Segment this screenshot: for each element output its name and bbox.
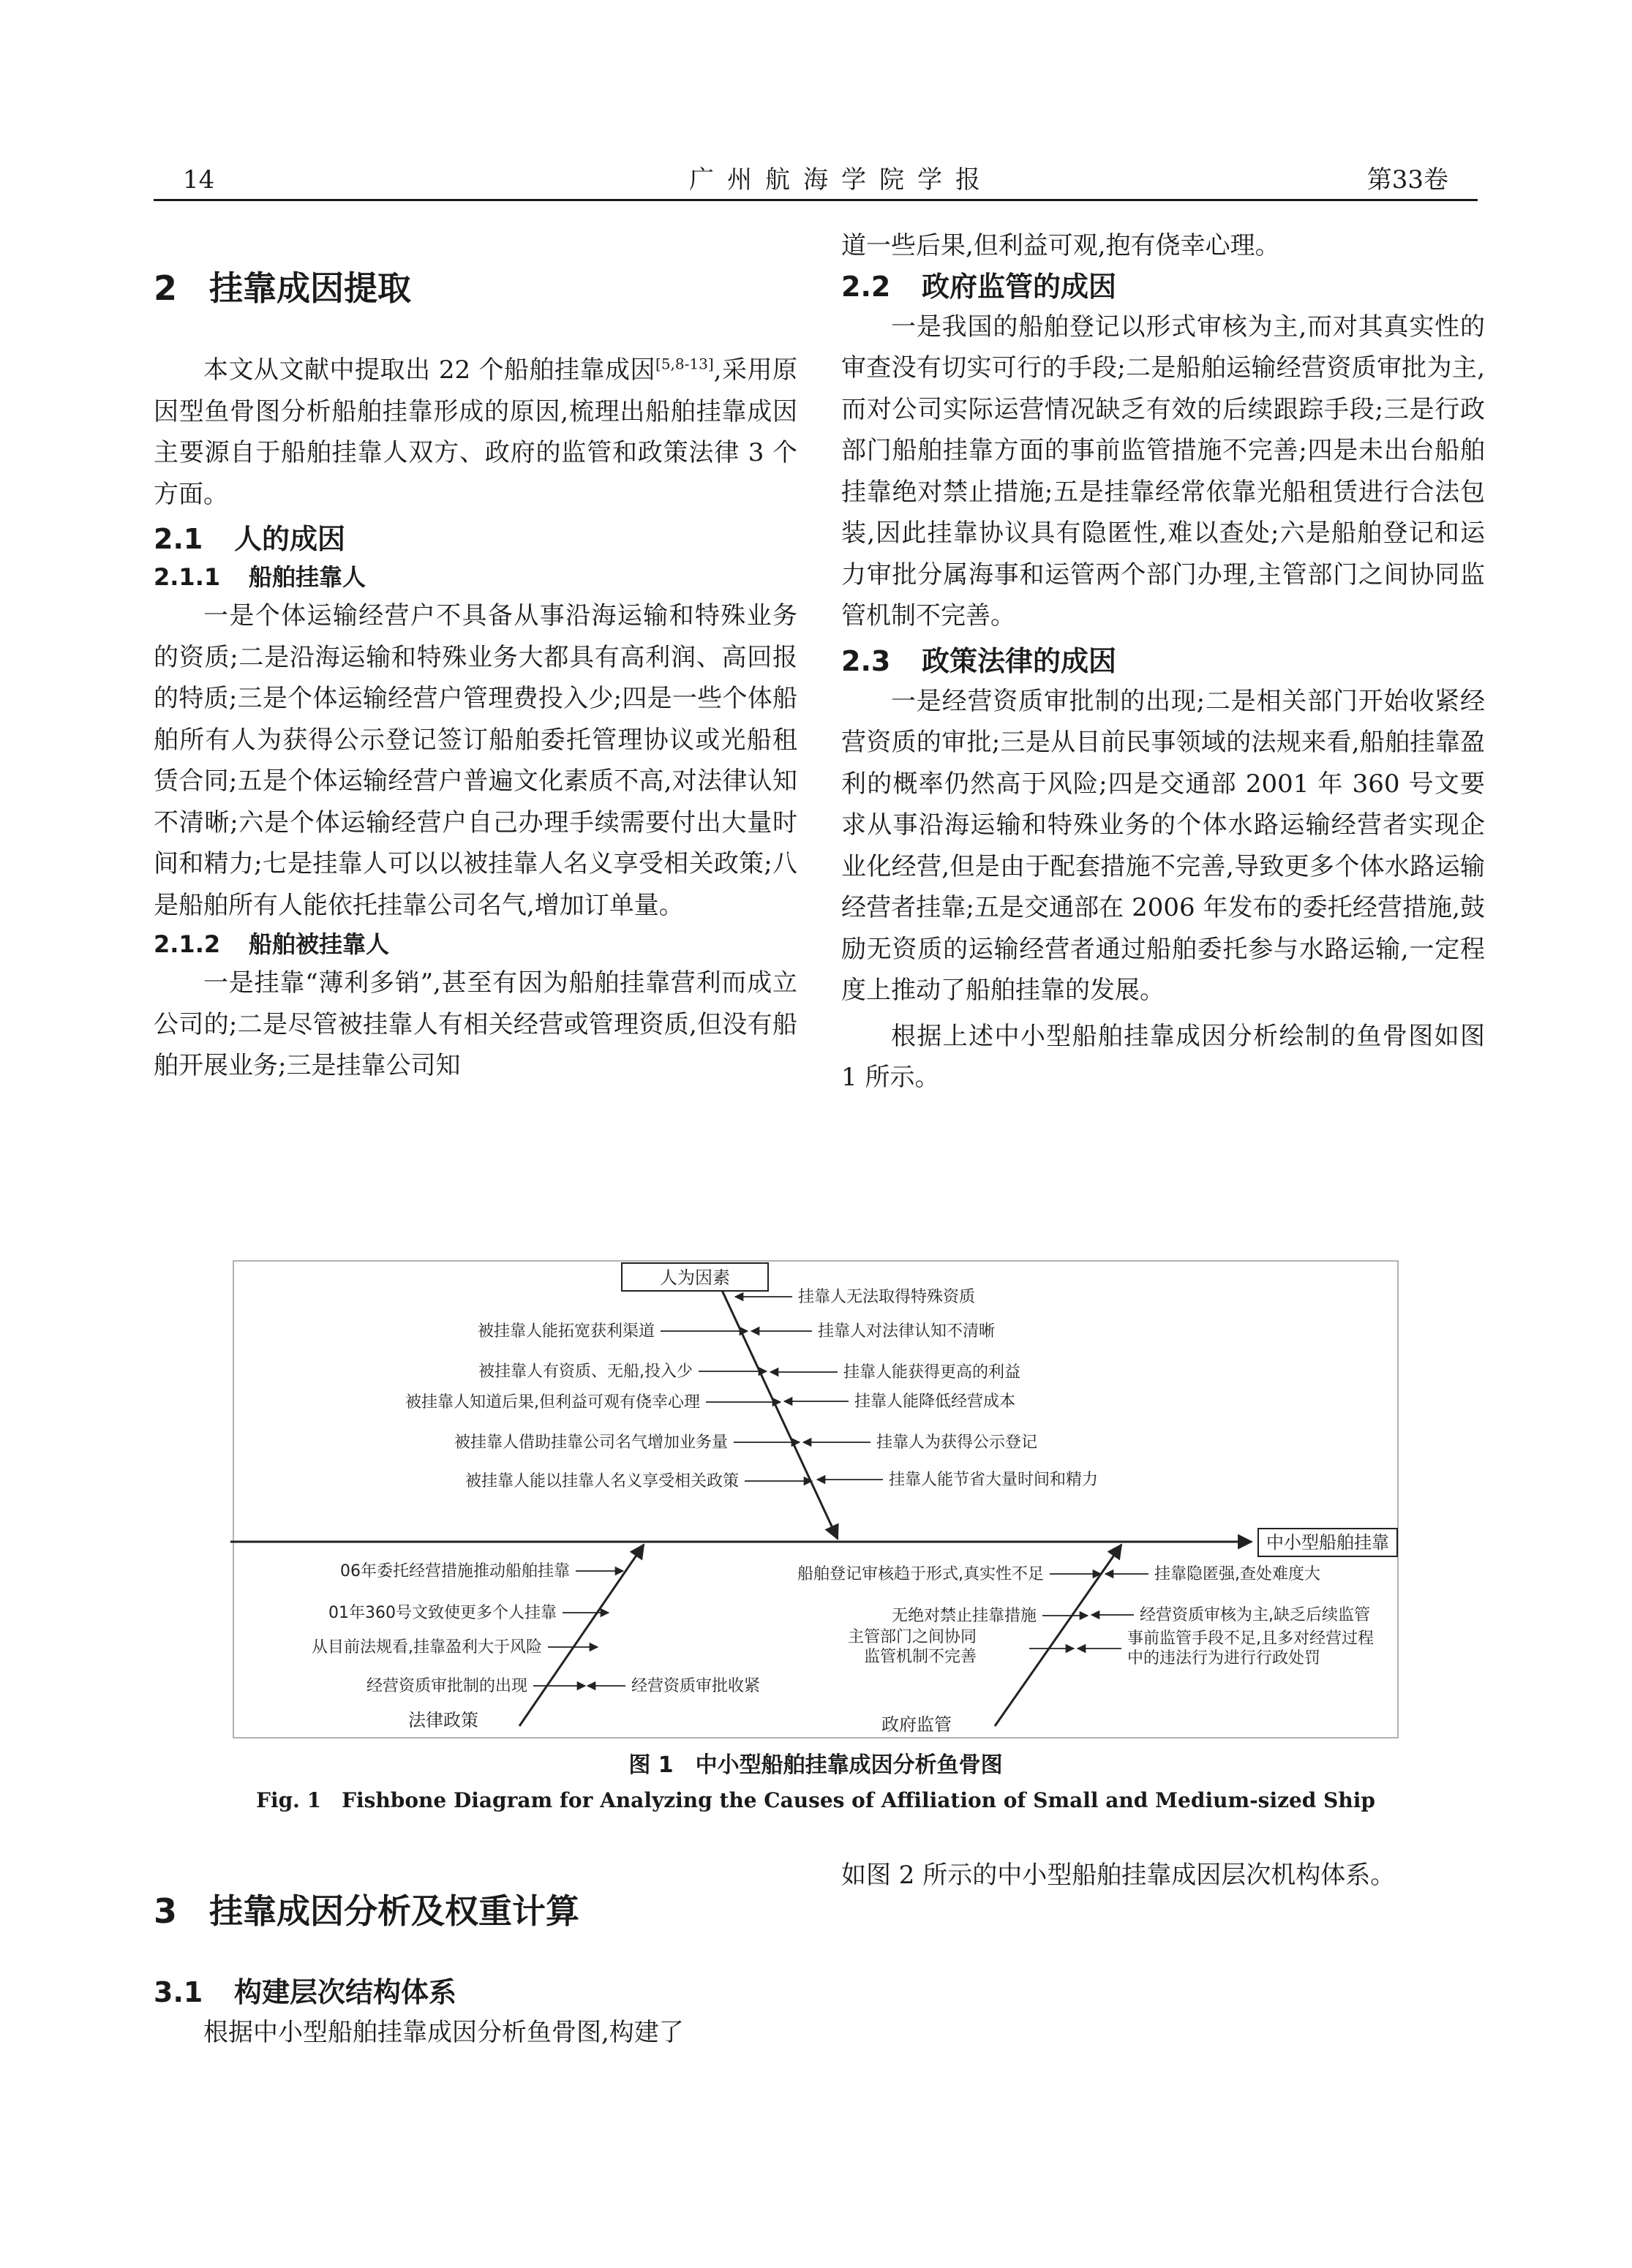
fishbone-figure (230, 1258, 1401, 1741)
running-header (154, 162, 1478, 197)
header-rule (154, 199, 1478, 201)
section-2-3-heading: 2.3 政策法律的成因 (841, 644, 1117, 677)
cause-label: 01年360号文致使更多个人挂靠 (328, 1604, 557, 1622)
cause-label: 经营资质审核为主,缺乏后续监管 (1140, 1606, 1370, 1624)
section-2-1-2-text: 一是挂靠“薄利多销”,甚至有因为船舶挂靠营利而成立公司的;二是尽管被挂靠人有相关经营或管理资质,但没有船舶开展业务;三是挂靠公司知 (154, 968, 797, 1080)
figure-caption-en: Fig. 1 Fishbone Diagram for Analyzing the Causes of Affiliation of Small and Medium-sized Ship (256, 1788, 1375, 1812)
cause-label: 船舶登记审核趋于形式,真实性不足 (797, 1565, 1044, 1583)
top-category-label: 人为因素 (660, 1267, 730, 1288)
right-column-top (841, 225, 1485, 1099)
cause-label: 无绝对禁止挂靠措施 (891, 1607, 1037, 1625)
cause-label: 挂靠人能节省大量时间和精力 (889, 1471, 1099, 1489)
cause-label: 经营资质审批制的出现 (366, 1677, 527, 1695)
section-2-1-1-text: 一是个体运输经营户不具备从事沿海运输和特殊业务的资质;二是沿海运输和特殊业务大都具有高利润、高回报的特质;三是个体运输经营户管理费投入少;四是一些个体船舶所有人为获得公示登记签订船舶委托管理协议或光船租赁合同;五是个体运输经营户普遍文化素质不高,对法律认知不清晰;六是个体运输经营户自己办理手续需要付出大量时间和精力;七是挂靠人可以以被挂靠人名义享受相关政策;八是船舶所有人能依托挂靠公司名气,增加订单量。 (154, 601, 797, 920)
section-3-1-heading: 3.1 构建层次结构体系 (154, 1976, 457, 2008)
cause-label: 被挂靠人能以挂靠人名义享受相关政策 (465, 1472, 739, 1491)
section-3-heading: 3 挂靠成因分析及权重计算 (154, 1891, 579, 1931)
section-2-1-1-heading: 2.1.1 船舶挂靠人 (154, 563, 366, 591)
journal-title: 广州航海学院学报 (689, 165, 993, 195)
cause-label: 监管机制不完善 (863, 1648, 977, 1666)
cause-label: 挂靠人为获得公示登记 (876, 1433, 1038, 1452)
cause-label: 被挂靠人知道后果,但利益可观有侥幸心理 (405, 1393, 700, 1412)
section-2-1-heading: 2.1 人的成因 (154, 523, 346, 555)
effect-label: 中小型船舶挂靠 (1266, 1532, 1389, 1553)
cause-label: 挂靠人对法律认知不清晰 (818, 1322, 996, 1341)
cause-label: 挂靠人无法取得特殊资质 (798, 1288, 976, 1306)
citation-ref: [5,8-13] (655, 355, 714, 373)
cause-label: 被挂靠人能拓宽获利渠道 (477, 1322, 655, 1341)
page-number: 14 (183, 165, 215, 195)
policy-label: 法律政策 (408, 1710, 478, 1730)
gov-label: 政府监管 (881, 1714, 952, 1735)
fishbone-diagram (230, 1258, 1401, 1741)
cause-label: 06年委托经营措施推动船舶挂靠 (340, 1562, 570, 1581)
left-column-bottom (154, 1889, 797, 2054)
cause-label: 中的违法行为进行行政处罚 (1127, 1649, 1321, 1668)
cause-label: 被挂靠人借助挂靠公司名气增加业务量 (454, 1433, 728, 1452)
figure-2-reference: 如图 2 所示的中小型船舶挂靠成因层次机构体系。 (841, 1861, 1396, 1890)
cause-label: 挂靠隐匿强,查处难度大 (1154, 1565, 1320, 1583)
volume-label: 第33卷 (1366, 165, 1448, 195)
cause-label: 从目前法规看,挂靠盈利大于风险 (312, 1638, 542, 1657)
cause-label: 经营资质审批收紧 (631, 1677, 761, 1695)
right-column-bottom (841, 1855, 1485, 1896)
section-2-intro: 本文从文献中提取出 22 个船舶挂靠成因[5,8-13],采用原因型鱼骨图分析船舶挂靠形成的原因,梳理出船舶挂靠成因主要源自于船舶挂靠人双方、政府的监管和政策法律 3 个方面。 (154, 355, 797, 509)
cause-label: 主管部门之间协同 (847, 1628, 977, 1646)
section-2-heading: 2 挂靠成因提取 (154, 268, 411, 308)
cause-label: 事前监管手段不足,且多对经营过程 (1127, 1630, 1374, 1648)
section-2-1-2-heading: 2.1.2 船舶被挂靠人 (154, 930, 390, 958)
section-2-2-text: 一是我国的船舶登记以形式审核为主,而对其真实性的审查没有切实可行的手段;二是船舶运输经营资质审批为主,而对公司实际运营情况缺乏有效的后续跟踪手段;三是行政部门船舶挂靠方面的事前监管措施不完善;四是未出台船舶挂靠绝对禁止措施;五是挂靠经常依靠光船租赁进行合法包装,因此挂靠协议具有隐匿性,难以查处;六是船舶登记和运力审批分属海事和运管两个部门办理,主管部门之间协同监管机制不完善。 (841, 312, 1485, 630)
figure-caption-cn: 图 1 中小型船舶挂靠成因分析鱼骨图 (628, 1752, 1003, 1778)
section-2-1-2-continued: 道一些后果,但利益可观,抱有侥幸心理。 (841, 231, 1280, 260)
cause-label: 挂靠人能降低经营成本 (854, 1393, 1016, 1411)
cause-label: 被挂靠人有资质、无船,投入少 (478, 1363, 693, 1381)
section-3-1-text: 根据中小型船舶挂靠成因分析鱼骨图,构建了 (203, 2018, 684, 2047)
left-column-top (154, 266, 797, 1087)
section-2-2-heading: 2.2 政府监管的成因 (841, 270, 1117, 303)
section-2-3-text: 一是经营资质审批制的出现;二是相关部门开始收紧经营资质的审批;三是从目前民事领域的法规来看,船舶挂靠盈利的概率仍然高于风险;四是交通部 2001 年 360 号文要求从事沿海运输和特殊业务的个体水路运输经营者实现企业化经营,但是由于配套措施不完善,导致更多个体水路运输经营者挂靠;五是交通部在 2006 年发布的委托经营措施,鼓励无资质的运输经营者通过船舶委托参与水路运输,一定程度上推动了船舶挂靠的发展。 (841, 686, 1485, 1005)
figure-intro-text: 根据上述中小型船舶挂靠成因分析绘制的鱼骨图如图 1 所示。 (841, 1021, 1485, 1092)
cause-label: 挂靠人能获得更高的利益 (843, 1363, 1021, 1382)
